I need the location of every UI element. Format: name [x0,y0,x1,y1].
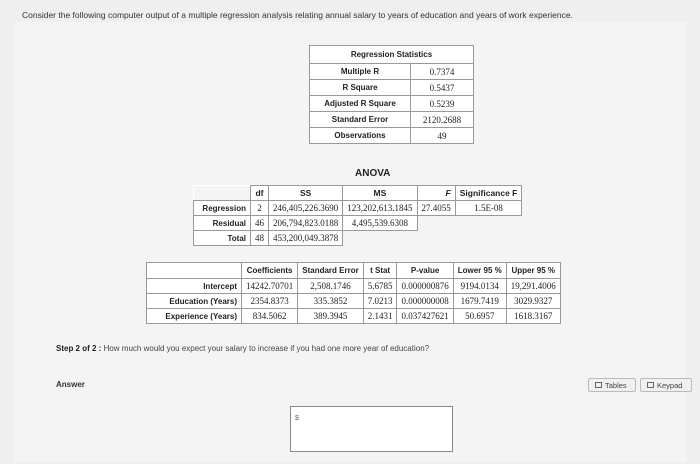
currency-prefix: $ [295,415,299,422]
row-label: Intercept [147,279,242,294]
row-label: Experience (Years) [147,309,242,324]
table-header-row [147,263,561,279]
cell-coefficient: 14242.70701 [242,279,298,294]
cell-ms: 4,495,539.6308 [343,216,417,231]
stat-value: 2120.2688 [411,112,474,128]
cell-standard-error: 389.3945 [298,309,363,324]
stat-label: Standard Error [310,112,411,128]
cell-lower-95: 9194.0134 [453,279,506,294]
cell-upper-95: 1618.3167 [506,309,560,324]
step-prompt [56,344,429,353]
row-label: Residual [194,216,251,231]
table-icon [595,382,602,388]
regression-statistics-table [309,45,474,144]
answer-input[interactable] [290,406,453,452]
table-header-row [194,186,522,201]
cell-f: 27.4055 [417,201,455,216]
table-row [310,128,474,144]
cell-df: 46 [251,216,269,231]
cell-coefficient: 834.5062 [242,309,298,324]
col-ms: MS [343,186,417,201]
cell-ss: 246,405,226.3690 [269,201,343,216]
cell-t-stat: 5.6785 [363,279,397,294]
step-question: How much would you expect your salary to increase if you had one more year of education? [103,344,430,353]
cell-t-stat: 7.0213 [363,294,397,309]
stat-value: 0.5437 [411,80,474,96]
cell-ss: 206,794,823.0188 [269,216,343,231]
stat-value: 0.7374 [411,64,474,80]
cell-standard-error: 335.3852 [298,294,363,309]
anova-title: ANOVA [355,168,391,179]
stat-label: Adjusted R Square [310,96,411,112]
keypad-button-label: Keypad [657,380,683,390]
table-row [310,80,474,96]
col-t-stat: t Stat [363,263,397,279]
coefficients-table [146,262,561,324]
cell-df: 48 [251,231,269,246]
col-f: F [417,186,455,201]
row-label: Education (Years) [147,294,242,309]
table-row [310,96,474,112]
question-text: Consider the following computer output of a multiple regression analysis relating annual salary to years of education and years of work experience. [22,10,573,20]
cell-standard-error: 2,508.1746 [298,279,363,294]
stat-label: Multiple R [310,64,411,80]
cell-p-value: 0.037427621 [397,309,453,324]
table-row [194,231,522,246]
cell-t-stat: 2.1431 [363,309,397,324]
keypad-button[interactable] [640,378,692,392]
cell-p-value: 0.000000008 [397,294,453,309]
stat-value: 0.5239 [411,96,474,112]
table-row [147,294,561,309]
table-row [147,309,561,324]
tables-button[interactable] [588,378,636,392]
table-row [194,216,522,231]
col-ss: SS [269,186,343,201]
cell-significance: 1.5E-08 [455,201,522,216]
cell-lower-95: 1679.7419 [453,294,506,309]
col-standard-error: Standard Error [298,263,363,279]
anova-table [193,185,522,246]
col-upper-95: Upper 95 % [506,263,560,279]
step-label: Step 2 of 2 : [56,344,102,353]
tables-button-label: Tables [605,380,627,390]
cell-df: 2 [251,201,269,216]
cell-lower-95: 50.6957 [453,309,506,324]
stat-value: 49 [411,128,474,144]
row-label: Regression [194,201,251,216]
table-row [310,64,474,80]
cell-upper-95: 3029.9327 [506,294,560,309]
cell-upper-95: 19,291.4006 [506,279,560,294]
cell-coefficient: 2354.8373 [242,294,298,309]
cell-ms: 123,202,613.1845 [343,201,417,216]
col-significance: Significance F [455,186,522,201]
table-row [194,201,522,216]
regression-statistics-title: Regression Statistics [310,46,474,64]
stat-label: Observations [310,128,411,144]
cell-ss: 453,200,049.3878 [269,231,343,246]
col-coefficients: Coefficients [242,263,298,279]
col-p-value: P-value [397,263,453,279]
stat-label: R Square [310,80,411,96]
row-label: Total [194,231,251,246]
table-row [147,279,561,294]
table-row [310,112,474,128]
answer-label: Answer [56,380,85,389]
col-df: df [251,186,269,201]
col-lower-95: Lower 95 % [453,263,506,279]
keypad-icon [647,382,654,388]
cell-p-value: 0.000000876 [397,279,453,294]
